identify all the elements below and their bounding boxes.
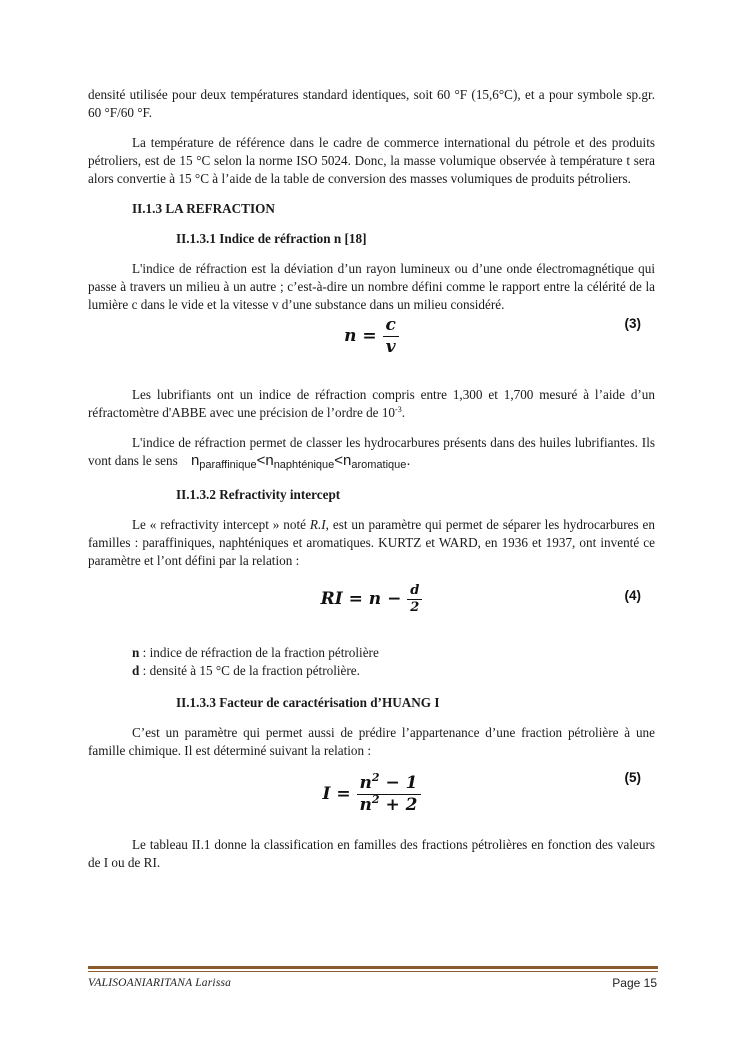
definition-n-term: n <box>132 645 140 660</box>
heading-refractivity-intercept: II.1.3.2 Refractivity intercept <box>176 487 341 502</box>
equation-5-label: (5) <box>624 770 641 785</box>
equation-5-den-rest: + 2 <box>379 795 418 815</box>
heading-refraction-index: II.1.3.1 Indice de réfraction n [18] <box>176 231 367 246</box>
equation-4-denominator: 2 <box>410 600 420 615</box>
paragraph-ri-text-b: , est un paramètre qui permet de séparer les hydrocarbures en familles : paraffiniques, naphténiques et aromatiques. KURTZ et WARD, en 1936 et 1937, ont inventé ce paramètre et l’ont défini par la relation : <box>88 517 655 568</box>
paragraph-refractivity-intercept <box>88 516 655 570</box>
subscript-aromatique: aromatique <box>351 459 407 471</box>
equation-3-fraction <box>383 316 399 357</box>
equation-4-label: (4) <box>624 588 641 603</box>
equation-5-num-rest: − 1 <box>379 773 418 793</box>
subscript-naphtenique: naphténique <box>273 459 335 471</box>
subscript-paraffinique: paraffinique <box>199 459 257 471</box>
equation-5 <box>88 760 655 826</box>
paragraph-lubricant-index-text: Les lubrifiants ont un indice de réfraction compris entre 1,300 et 1,700 mesuré à l’aide d’un réfractomètre d'ABBE avec une précision de l’ordre de 10 <box>88 387 655 420</box>
paragraph-huang-factor: C’est un paramètre qui permet aussi de prédire l’appartenance d’une fraction pétrolière à une famille chimique. Il est déterminé suivant la relation : <box>88 725 655 758</box>
exponent-minus-3: -3 <box>395 405 402 414</box>
definition-d-term: d <box>132 663 140 678</box>
paragraph-table-reference: Le tableau II.1 donne la classification en familles des fractions pétrolières en fonction des valeurs de I ou de RI. <box>88 837 655 870</box>
equation-5-fraction <box>357 771 421 815</box>
definition-d <box>88 662 655 680</box>
heading-huang-factor: II.1.3.3 Facteur de caractérisation d’HUANG I <box>176 695 440 710</box>
equation-3-lhs: n = <box>344 326 377 346</box>
n-symbol-1: n <box>190 452 200 469</box>
variable-definitions <box>88 644 655 680</box>
paragraph-lubricant-index-end: . <box>401 405 405 420</box>
paragraph-reference-temperature: La température de référence dans le cadre de commerce international du pétrole et des produits pétroliers, est de 15 °C selon la norme ISO 5024. Donc, la masse volumique observée à température t sera alors convertie à 15 °C à l’aide de la table de conversion des masses volumiques de produits pétroliers. <box>88 135 655 186</box>
n-symbol-3: n <box>343 452 352 469</box>
paragraph-ri-text-a: Le « refractivity intercept » noté <box>132 517 310 532</box>
equation-5-numerator <box>357 771 421 795</box>
equation-4-expression <box>88 584 655 615</box>
paragraph-lubricant-index <box>88 386 655 422</box>
equation-3-label: (3) <box>624 316 641 331</box>
equation-5-num-base: n <box>359 773 372 793</box>
footer-rule-thin <box>88 971 658 972</box>
footer-rule-thick <box>88 966 658 969</box>
equation-3-expression <box>88 316 655 357</box>
equation-4-lhs: RI = n − <box>320 589 402 609</box>
equation-4-numerator: d <box>407 584 422 600</box>
page-body <box>88 86 655 872</box>
refraction-order-expression <box>191 452 411 469</box>
paragraph-hydrocarbon-order <box>88 434 655 474</box>
definition-d-text: : densité à 15 °C de la fraction pétrolière. <box>139 663 360 678</box>
equation-5-den-exponent: 2 <box>371 793 380 806</box>
footer-page-number: Page 15 <box>612 976 657 990</box>
equation-5-denominator <box>357 795 421 815</box>
equation-4 <box>88 570 655 632</box>
less-than-2: < <box>334 452 344 469</box>
footer-author: VALISOANIARITANA Larissa <box>88 977 232 989</box>
n-symbol-2: n <box>265 452 274 469</box>
paragraph-hydrocarbon-order-text: L'indice de réfraction permet de classer les hydrocarbures présents dans des huiles lubrifiantes. Ils vont dans le sens <box>88 435 655 468</box>
equation-3-numerator: c <box>383 316 399 337</box>
definition-n <box>88 644 655 662</box>
order-period: . <box>406 452 411 469</box>
equation-5-den-base: n <box>359 795 372 815</box>
equation-4-fraction <box>407 584 422 615</box>
equation-3 <box>88 314 655 366</box>
less-than-1: < <box>256 452 266 469</box>
equation-5-expression <box>88 771 655 815</box>
paragraph-refraction-definition: L'indice de réfraction est la déviation d’un rayon lumineux ou d’une onde électromagnétique qui passe à travers un milieu à un autre ; c’est-à-dire un nombre défini comme le rapport entre la célérité de la lumière c dans le vide et la vitesse v d’une substance dans un milieu considéré. <box>88 261 655 312</box>
ri-italic: R.I <box>309 517 326 532</box>
equation-5-lhs: I = <box>322 784 351 804</box>
equation-3-denominator: v <box>385 337 396 357</box>
definition-n-text: : indice de réfraction de la fraction pétrolière <box>139 645 379 660</box>
equation-5-num-exponent: 2 <box>371 771 380 784</box>
heading-refraction: II.1.3 LA REFRACTION <box>132 201 275 216</box>
paragraph-density-symbol: densité utilisée pour deux températures standard identiques, soit 60 °F (15,6°C), et a pour symbole sp.gr. 60 °F/60 °F. <box>88 87 655 120</box>
